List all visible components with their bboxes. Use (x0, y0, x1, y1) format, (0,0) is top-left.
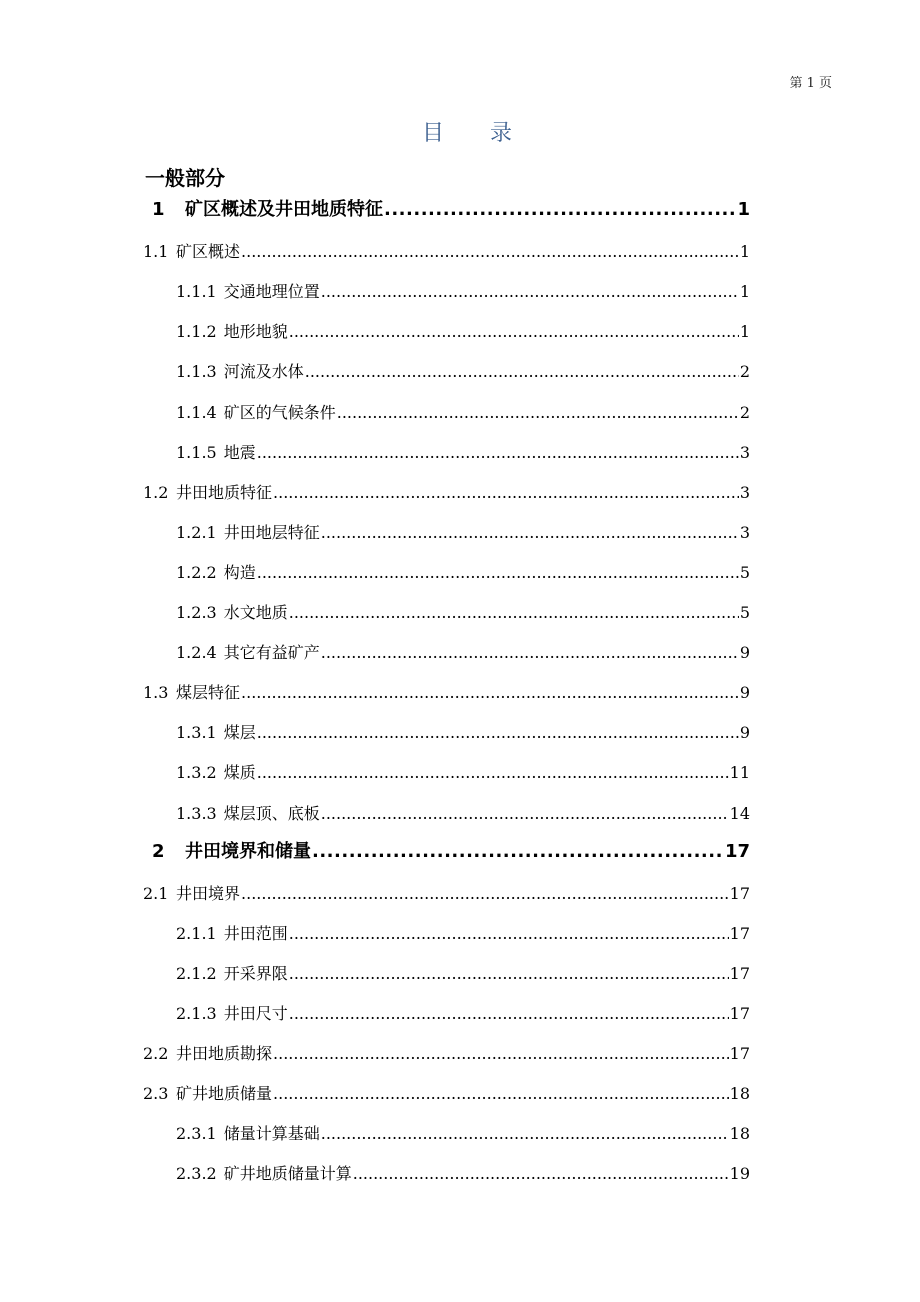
toc-entry-label: 河流及水体 (223, 362, 304, 382)
dot-leader (289, 322, 739, 342)
toc-entry-number: 1.1.2 (176, 322, 217, 342)
toc-entry-page: 11 (729, 763, 750, 783)
toc-entry[interactable] (176, 723, 750, 743)
dot-leader (257, 763, 729, 783)
toc-entry[interactable] (143, 242, 750, 262)
toc-entry[interactable] (176, 1124, 750, 1144)
toc-entry[interactable] (176, 523, 750, 543)
toc-entry-label: 煤质 (223, 763, 256, 783)
toc-entry-number: 1.3.3 (176, 803, 217, 823)
toc-entry-page: 17 (729, 963, 750, 983)
toc-entry-number: 2.3.1 (176, 1124, 217, 1144)
toc-entry[interactable] (143, 1084, 750, 1104)
dot-leader (384, 200, 736, 220)
toc-entry-label: 地震 (223, 442, 256, 462)
toc-entry-page: 9 (739, 723, 750, 743)
toc-entry-page: 5 (739, 603, 750, 622)
toc-entry-label: 井田境界和储量 (185, 840, 311, 862)
toc-entry[interactable] (176, 763, 750, 783)
toc-entry-label: 井田地层特征 (223, 522, 320, 542)
toc-entry-label: 井田尺寸 (223, 1004, 288, 1023)
dot-leader (257, 563, 739, 583)
toc-entry-number: 1.3.2 (176, 763, 217, 783)
toc-entry-page: 17 (729, 883, 750, 903)
toc-entry-label: 交通地理位置 (223, 282, 320, 302)
dot-leader (257, 723, 739, 743)
dot-leader (321, 643, 739, 663)
toc-entry-label: 其它有益矿产 (223, 643, 320, 663)
toc-entry[interactable] (176, 403, 750, 423)
toc-entry-page: 1 (739, 322, 750, 342)
toc-entry-number: 2.1.1 (176, 923, 217, 943)
toc-entry[interactable] (176, 563, 750, 583)
toc-entry-number: 1.2.3 (176, 603, 217, 622)
toc-entry-label: 矿区概述 (176, 242, 241, 262)
toc-entry-label: 井田地质勘探 (176, 1044, 273, 1064)
toc-entry[interactable] (176, 804, 750, 824)
dot-leader (305, 362, 739, 382)
dot-leader (353, 1164, 729, 1184)
toc-entry[interactable] (176, 964, 750, 984)
toc-entry[interactable] (143, 483, 750, 503)
toc-entry[interactable] (176, 643, 750, 663)
toc-entry-page: 14 (729, 803, 750, 823)
dot-leader (337, 403, 739, 423)
section-heading: 一般部分 (145, 166, 225, 190)
toc-entry-page: 17 (724, 840, 750, 862)
toc-entry-number: 1 (152, 199, 165, 220)
toc-entry-page: 17 (729, 1044, 750, 1064)
toc-entry-page: 3 (739, 522, 750, 542)
toc-entry[interactable] (152, 200, 750, 220)
toc-entry[interactable] (176, 924, 750, 944)
toc-entry-number: 1.1.5 (176, 442, 217, 462)
toc-entry[interactable] (176, 362, 750, 382)
toc-entry-number: 1.1 (143, 242, 169, 262)
dot-leader (321, 523, 739, 543)
toc-entry-number: 2 (152, 840, 165, 862)
toc-entry-label: 地形地貌 (223, 322, 288, 342)
toc-entry-page: 3 (739, 482, 750, 502)
toc-entry-label: 矿区的气候条件 (223, 402, 336, 422)
toc-entry-number: 1.3 (143, 683, 169, 703)
dot-leader (321, 282, 739, 302)
toc-entry-page: 9 (739, 683, 750, 703)
toc-entry-number: 1.1.4 (176, 402, 217, 422)
toc-entry[interactable] (176, 322, 750, 342)
dot-leader (321, 804, 729, 824)
dot-leader (273, 1084, 729, 1104)
dot-leader (312, 842, 724, 862)
toc-entry[interactable] (176, 1164, 750, 1184)
dot-leader (289, 603, 739, 623)
toc-entry[interactable] (143, 1044, 750, 1064)
dot-leader (241, 884, 729, 904)
toc-entry-number: 2.1 (143, 883, 169, 903)
toc-entry-label: 构造 (223, 562, 256, 582)
toc-entry-page: 1 (737, 199, 750, 220)
toc-entry-number: 1.1.1 (176, 282, 217, 302)
dot-leader (289, 1004, 729, 1024)
toc-entry-number: 2.3.2 (176, 1164, 217, 1184)
toc-title: 目录 (421, 121, 558, 146)
toc-entry-page: 9 (739, 643, 750, 663)
toc-entry-label: 水文地质 (223, 603, 288, 622)
dot-leader (241, 242, 739, 262)
toc-entry-label: 矿区概述及井田地质特征 (185, 199, 383, 220)
dot-leader (321, 1124, 729, 1144)
toc-entry-number: 2.3 (143, 1084, 169, 1104)
page-number: 第 1 页 (789, 76, 832, 91)
toc-entry-number: 1.1.3 (176, 362, 217, 382)
toc-entry-page: 3 (739, 442, 750, 462)
toc-entry-page: 1 (739, 282, 750, 302)
toc-entry-number: 1.2.4 (176, 643, 217, 663)
dot-leader (257, 443, 739, 463)
toc-entry-page: 1 (739, 242, 750, 262)
toc-entry[interactable] (176, 1004, 750, 1024)
toc-entry-label: 煤层顶、底板 (223, 803, 320, 823)
toc-entry-page: 18 (729, 1124, 750, 1144)
toc-entry-label: 煤层特征 (176, 683, 241, 703)
toc-entry-page: 5 (739, 562, 750, 582)
dot-leader (241, 683, 739, 703)
toc-entry-label: 矿井地质储量 (176, 1084, 273, 1104)
toc-entry[interactable] (176, 443, 750, 463)
dot-leader (273, 1044, 729, 1064)
toc-entry-label: 矿井地质储量计算 (223, 1164, 352, 1184)
toc-entry-number: 1.2.2 (176, 562, 217, 582)
toc-entry-label: 井田境界 (176, 883, 241, 903)
toc-entry[interactable] (143, 683, 750, 703)
toc-entry[interactable] (152, 842, 750, 862)
toc-entry-page: 17 (729, 923, 750, 943)
toc-entry-number: 1.2.1 (176, 522, 217, 542)
toc-entry-number: 1.2 (143, 482, 169, 502)
toc-entry-label: 煤层 (223, 723, 256, 743)
toc-entry-page: 2 (739, 362, 750, 382)
toc-entry-page: 2 (739, 402, 750, 422)
toc-entry[interactable] (143, 884, 750, 904)
toc-entry-label: 开采界限 (223, 963, 288, 983)
toc-entry-label: 井田地质特征 (176, 482, 273, 502)
toc-entry-page: 18 (729, 1084, 750, 1104)
toc-entry-number: 2.2 (143, 1044, 169, 1064)
toc-entry-label: 储量计算基础 (223, 1124, 320, 1144)
dot-leader (289, 924, 729, 944)
toc-entry-page: 17 (729, 1004, 750, 1023)
toc-entry-label: 井田范围 (223, 923, 288, 943)
toc-entry[interactable] (176, 603, 750, 623)
toc-entry-number: 2.1.2 (176, 963, 217, 983)
toc-entry-number: 1.3.1 (176, 723, 217, 743)
toc-entry-page: 19 (729, 1164, 750, 1184)
dot-leader (289, 964, 729, 984)
dot-leader (273, 483, 739, 503)
toc-entry[interactable] (176, 282, 750, 302)
toc-entry-number: 2.1.3 (176, 1004, 217, 1023)
